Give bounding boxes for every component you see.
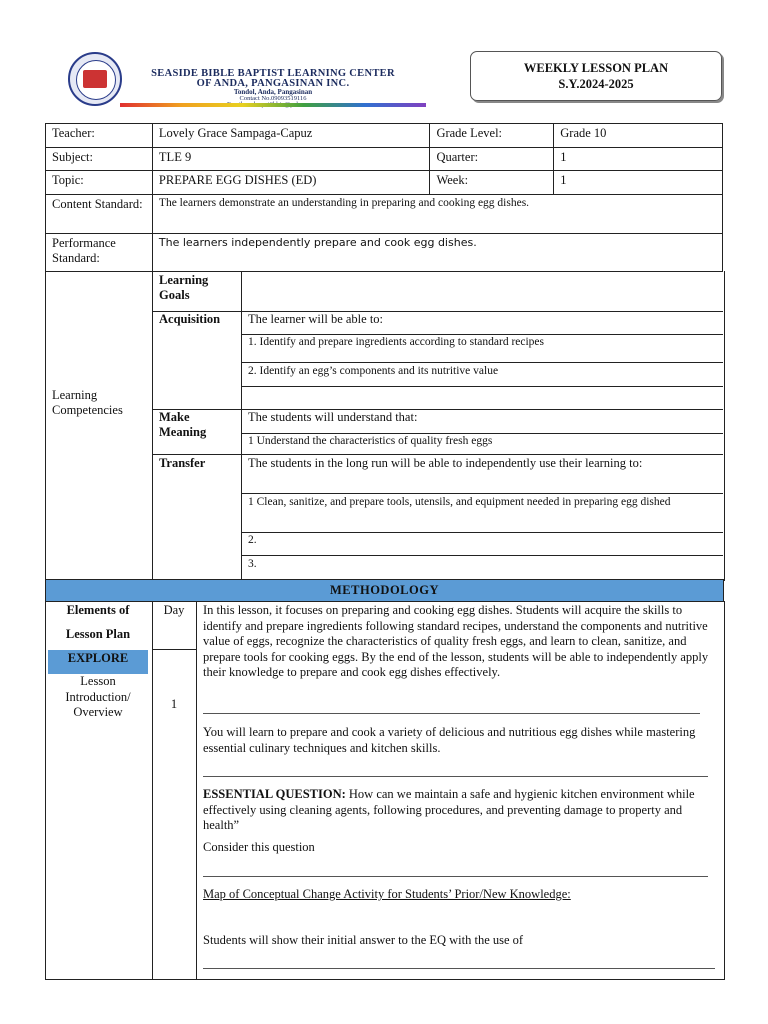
make-meaning-label: Make Meaning — [159, 410, 207, 439]
week-value: 1 — [554, 171, 723, 195]
day-label: Day — [163, 603, 185, 617]
acquisition-item-1: 1. Identify and prepare ingredients according to standard recipes — [248, 336, 545, 348]
content-standard-label: Content Standard: — [46, 195, 153, 234]
quarter-value: 1 — [554, 148, 723, 171]
week-label: Week: — [430, 171, 554, 195]
rainbow-divider — [120, 103, 426, 107]
school-contact: Contact No.09093519116 — [239, 95, 307, 102]
elements-label-2: Lesson Plan — [65, 627, 131, 641]
school-year: S.Y.2024-2025 — [558, 77, 634, 91]
lesson-overview-text: In this lesson, it focuses on preparing and cooking egg dishes. Students will acquire the skills to identify and prepare ingredients following standard recipes, understand the components and nutritive value of eggs, recognize the characteristics of quality fresh eggs, and learn to clean, sanitize, and prepare tools for cooking eggs. By the end of the lesson, students will be able to independently apply their knowledge to prepare and cook egg dishes effectively. — [203, 603, 709, 679]
learning-goals-label: Learning Goals — [159, 273, 209, 302]
lesson-description-text: You will learn to prepare and cook a variety of delicious and nutritious egg dishes while mastering essential culinary techniques and kitchen skills. — [203, 725, 696, 755]
school-seal-icon — [68, 52, 122, 106]
performance-standard-label: Performance Standard: — [46, 234, 153, 272]
essential-question-label: ESSENTIAL QUESTION: — [203, 787, 346, 801]
subject-label: Subject: — [46, 148, 153, 171]
consider-question-text: Consider this question — [203, 840, 315, 854]
conceptual-change-map-title: Map of Conceptual Change Activity for Students’ Prior/New Knowledge: — [203, 887, 571, 901]
meaning-item-1: 1 Understand the characteristics of quality fresh eggs — [248, 435, 493, 447]
school-address: Tondol, Anda, Pangasinan — [233, 88, 313, 96]
plan-title-box — [470, 51, 722, 101]
school-name-line1: SEASIDE BIBLE BAPTIST LEARNING CENTER — [151, 68, 395, 79]
quarter-label: Quarter: — [430, 148, 554, 171]
initial-answer-text: Students will show their initial answer to the EQ with the use of — [203, 933, 524, 947]
essential-question-text: How can we maintain a safe and hygienic kitchen environment while effectively using cleaning agents, following procedures, and preventing damage to property and health” — [203, 787, 695, 832]
transfer-item-3: 3. — [248, 558, 257, 570]
methodology-header: METHODOLOGY — [45, 579, 724, 602]
lesson-info-table — [45, 123, 723, 272]
transfer-item-1: 1 Clean, sanitize, and prepare tools, utensils, and equipment needed in preparing egg dished — [248, 496, 671, 508]
acquisition-label: Acquisition — [159, 312, 221, 326]
school-name-line2: OF ANDA, PANGASINAN INC. — [196, 78, 350, 89]
competencies-section — [45, 271, 725, 581]
subject-value: TLE 9 — [152, 148, 430, 171]
teacher-label: Teacher: — [46, 124, 153, 148]
topic-label: Topic: — [46, 171, 153, 195]
meaning-intro: The students will understand that: — [248, 410, 418, 424]
transfer-label: Transfer — [159, 456, 206, 470]
learning-competencies-label: Learning Competencies — [52, 388, 123, 417]
explore-label: EXPLORE — [48, 650, 148, 674]
transfer-intro: The students in the long run will be able to independently use their learning to: — [248, 456, 643, 470]
grade-label: Grade Level: — [430, 124, 554, 148]
elements-label-1: Elements of — [66, 603, 130, 617]
teacher-value: Lovely Grace Sampaga-Capuz — [152, 124, 430, 148]
content-standard-value: The learners demonstrate an understanding in preparing and cooking egg dishes. — [152, 195, 722, 234]
day-value: 1 — [170, 697, 178, 711]
plan-title: WEEKLY LESSON PLAN — [523, 61, 669, 75]
grade-value: Grade 10 — [554, 124, 723, 148]
acquisition-item-2: 2. Identify an egg’s components and its nutritive value — [248, 365, 499, 377]
acquisition-intro: The learner will be able to: — [248, 312, 384, 326]
topic-value: PREPARE EGG DISHES (ED) — [152, 171, 430, 195]
transfer-item-2: 2. — [248, 534, 257, 546]
performance-standard-value: The learners independently prepare and cook egg dishes. — [152, 234, 722, 272]
essential-question — [203, 787, 715, 834]
lesson-intro-label: Lesson Introduction/ Overview — [65, 674, 131, 719]
